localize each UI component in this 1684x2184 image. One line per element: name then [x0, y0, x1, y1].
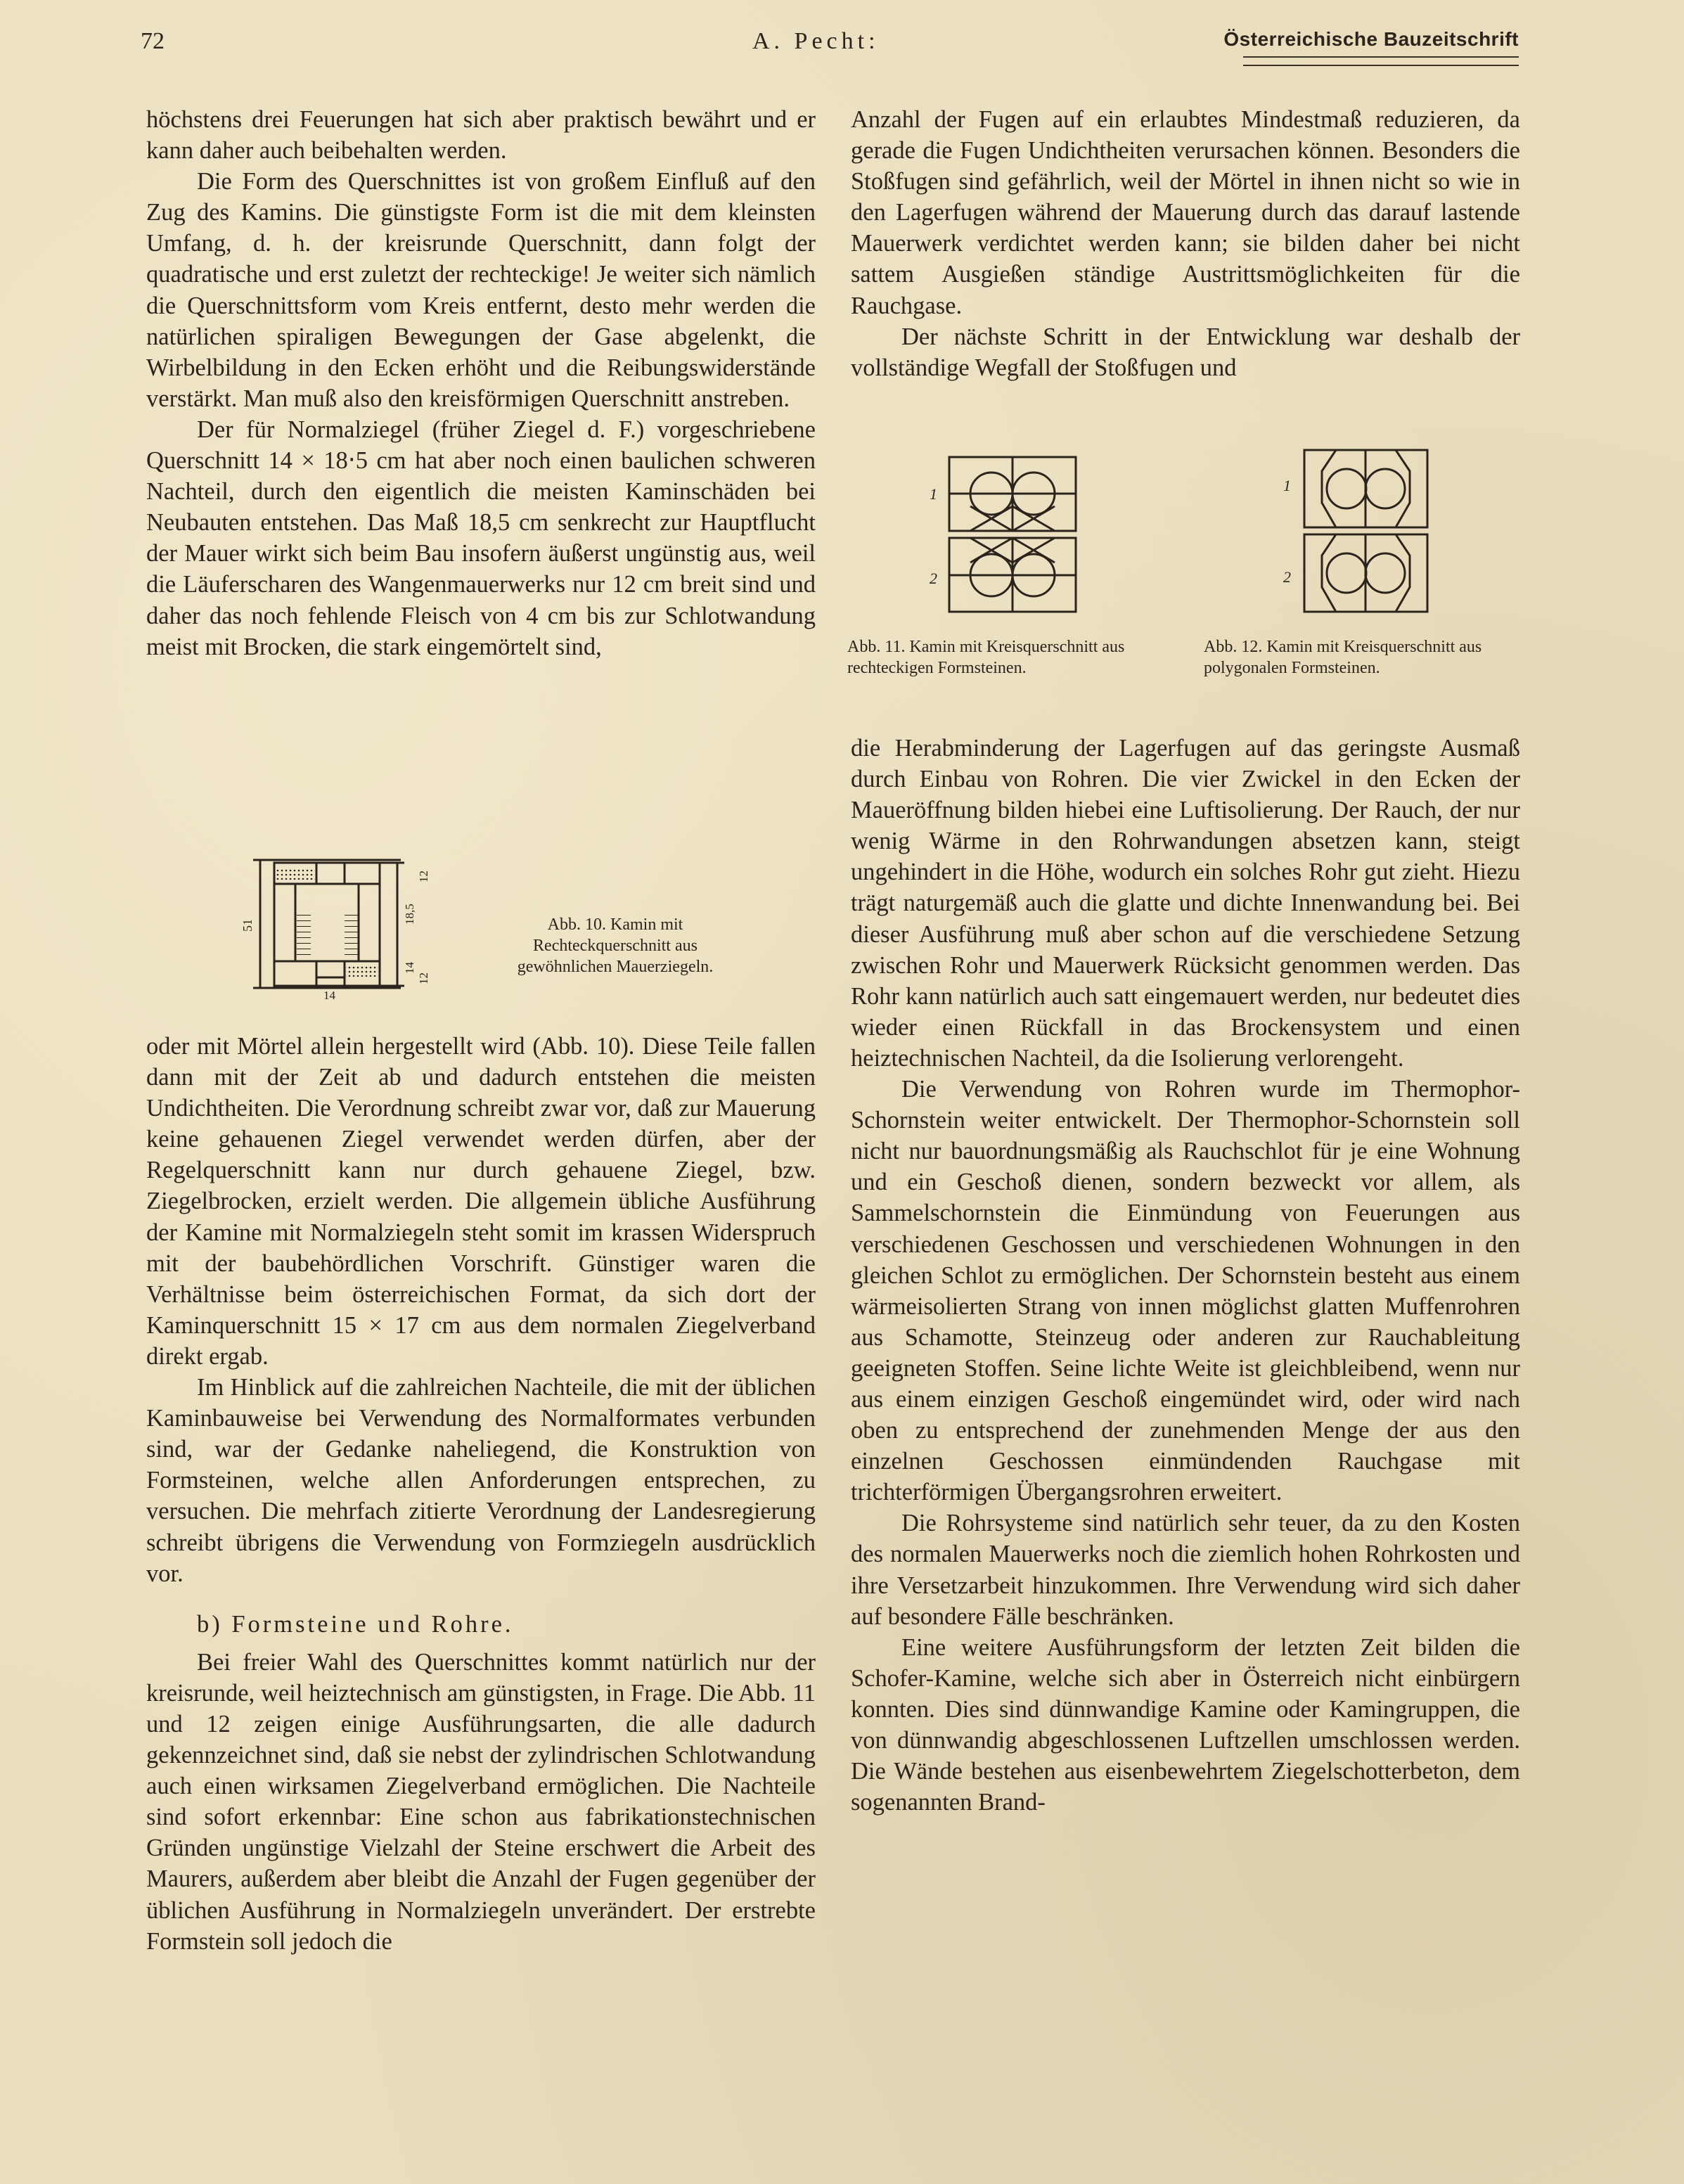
left-column-block-2: [146, 1031, 816, 1957]
paragraph: die Herabminderung der Lagerfugen auf das geringste Ausmaß durch Einbau von Rohren. Die vier Zwickel in den Ecken der Maueröffnung bilden hiebei eine Luftisolierung. Der Rauch, der nur wenig Wärme in den Rohrwandungen absetzen kann, steigt ungehindert in die Höhe, wodurch ein solches Rohr gut zieht. Hiezu trägt naturgemäß auch die glatte und dichte Innenwandung bei. Bei dieser Ausführung muß aber schon auf die verschiedene Setzung zwischen Rohr und Mauerwerk Rücksicht genommen werden. Das Rohr kann natürlich auch satt eingemauert werden, nur bedeutet dies wieder einen Rückfall in das Brockensystem und einen heiztechnischen Nachteil, da die Isolierung verlorengeht.: [851, 735, 1520, 1072]
figure-12-caption: Abb. 12. Kamin mit Kreisquerschnitt aus polygonalen Formsteinen.: [1204, 638, 1482, 677]
figure-12: [1280, 443, 1448, 626]
paragraph: oder mit Mörtel allein hergestellt wird (Abb. 10). Diese Teile fallen dann mit der Zeit ab und dadurch entstehen die meisten Undichtheiten. Die Verordnung schreibt zwar vor, daß zur Mauerung keine gehauenen Ziegel verwendet werden dürfen, aber der Regelquerschnitt kann nur durch gehauene Ziegel, bzw. Ziegelbrocken, erzielt werden. Die allgemein übliche Ausführung der Kamine mit Normalziegeln steht somit im krassen Widerspruch mit der baubehördlichen Vorschrift. Günstiger waren die Verhältnisse beim österreichischen Format, da sich dort der Kaminquerschnitt 15 × 17 cm aus dem normalen Ziegelverband direkt ergab.: [146, 1033, 816, 1370]
figure-12-drawing: [1280, 443, 1448, 626]
dim-label: 51: [240, 919, 255, 932]
figure-label: 1: [1283, 477, 1291, 494]
dim-label: 12: [417, 972, 430, 984]
paragraph: höchstens drei Feuerungen hat sich aber praktisch bewährt und er kann daher auch beibehalten werden.: [146, 106, 816, 165]
figure-label: 1: [930, 485, 937, 503]
running-title: A. Pecht:: [752, 28, 880, 54]
figure-11-drawing: [928, 450, 1097, 626]
figure-10-drawing: [240, 847, 471, 1002]
figure-10: [240, 847, 471, 1002]
figure-11-caption: Abb. 11. Kamin mit Kreisquerschnitt aus rechteckigen Formsteinen.: [847, 638, 1125, 677]
paragraph: Eine weitere Ausführungsform der letzten Zeit bilden die Schofer-Kamine, welche sich aber in Österreich nicht einbürgern konnten. Dies sind dünnwandige Kamine oder Kamingruppen, die von dünnwandig abgeschlossenen Luftzellen umschlossen werden. Die Wände bestehen aus eisenbewehrtem Ziegelschotterbeton, dem sogenannten Brand-: [851, 1633, 1520, 1816]
right-column-block-2: [851, 733, 1520, 1818]
figure-label: 2: [930, 570, 937, 587]
journal-title: Österreichische Bauzeitschrift: [1223, 28, 1519, 50]
figure-11: [928, 450, 1097, 626]
paragraph: Die Verwendung von Rohren wurde im Thermophor-Schornstein weiter entwickelt. Der Thermophor-Schornstein soll nicht nur bauordnungsmäßig als Rauchschlot für je eine Wohnung und ein Geschoß dienen, sondern bezweckt vor allem, als Sammelschornstein die Einmündung von Feuerungen aus verschiedenen Geschossen und verschiedenen Wohnungen in den gleichen Schlot zu ermöglichen. Der Schornstein besteht aus einem wärmeisolierten Strang von innen möglichst glatten Muffenrohren aus Schamotte, Steinzeug oder anderen zur Rauchableitung geeigneten Stoffen. Seine lichte Weite ist gleichbleibend, wenn nur aus einem einzigen Geschoß eingemündet wird, oder wird nach oben zu entsprechend der zunehmenden Menge der aus den einzelnen Geschossen einmündenden Rauchgase mit trichterförmigen Übergangsrohren erweitert.: [851, 1076, 1520, 1506]
figure-10-caption: Abb. 10. Kamin mit Rechteckquerschnitt aus gewöhnlichen Mauerziegeln.: [517, 916, 714, 976]
left-column-block-1: [146, 104, 816, 662]
figure-label: 2: [1283, 568, 1291, 586]
dim-label: 12: [417, 871, 430, 882]
paragraph: Der nächste Schritt in der Entwicklung war deshalb der vollständige Wegfall der Stoßfugen und: [851, 323, 1520, 381]
dim-label: 14: [403, 962, 416, 974]
page-number: 72: [141, 28, 165, 54]
paragraph: Die Form des Querschnittes ist von großem Einfluß auf den Zug des Kamins. Die günstigste Form ist die mit dem kleinsten Umfang, d. h. der kreisrunde Querschnitt, dann folgt der quadratische und erst zuletzt der rechteckige! Je weiter sich nämlich die Querschnittsform vom Kreis entfernt, desto mehr werden die natürlichen spiraligen Bewegungen der Gase abgelenkt, die Wirbelbildung in den Ecken erhöht und die Reibungswiderstände verstärkt. Man muß also den kreisförmigen Querschnitt anstreben.: [146, 168, 816, 412]
header-rule: [1243, 56, 1519, 66]
right-column-block-1: [851, 104, 1520, 383]
paragraph: Bei freier Wahl des Querschnittes kommt natürlich nur der kreisrunde, weil heiztechnisch am günstigsten, in Frage. Die Abb. 11 und 12 zeigen einige Ausführungsarten, die alle dadurch gekennzeichnet sind, daß sie nebst der zylindrischen Schlotwandung auch einen wirksamen Ziegelverband ermöglichen. Die Nachteile sind sofort erkennbar: Eine schon aus fabrikationstechnischen Gründen ungünstige Vielzahl der Steine erschwert die Arbeit des Maurers, außerdem aber bleibt die Anzahl der Fugen gegenüber der üblichen Ausführung in Normalziegeln unverändert. Der erstrebte Formstein soll jedoch die: [146, 1648, 816, 1955]
section-heading: b) Formsteine und Rohre.: [197, 1610, 514, 1638]
paragraph: Im Hinblick auf die zahlreichen Nachteile, die mit der üblichen Kaminbauweise bei Verwendung des Normalformates verbunden sind, war der Gedanke naheliegend, die Konstruktion von Formsteinen, welche allen Anforderungen entsprechen, zu versuchen. Die mehrfach zitierte Verordnung der Landesregierung schreibt übrigens die Verwendung von Formziegeln ausdrücklich vor.: [146, 1374, 816, 1587]
dim-label: 14: [323, 989, 335, 1002]
paragraph: Die Rohrsysteme sind natürlich sehr teuer, da zu den Kosten des normalen Mauerwerks noch die ziemlich hohen Rohrkosten und ihre Versetzarbeit hinzukommen. Ihre Verwendung wird sich daher auf besondere Fälle beschränken.: [851, 1510, 1520, 1630]
paragraph: Der für Normalziegel (früher Ziegel d. F.) vorgeschriebene Querschnitt 14 × 18‧5 cm hat aber noch einen baulichen schweren Nachteil, durch den eigentlich die meisten Kaminschäden bei Neubauten entstehen. Das Maß 18,5 cm senkrecht zur Hauptflucht der Mauer wirkt sich beim Bau insofern äußerst ungünstig aus, weil die Läuferscharen des Wangenmauerwerks nur 12 cm breit sind und daher das noch fehlende Fleisch von 4 cm bis zur Schlotwandung meist mit Brocken, die stark eingemörtelt sind,: [146, 416, 816, 660]
paragraph: Anzahl der Fugen auf ein erlaubtes Mindestmaß reduzieren, da gerade die Fugen Undichtheiten verursachen können. Besonders die Stoßfugen sind gefährlich, weil der Mörtel in ihnen nicht so wie in den Lagerfugen während der Mauerung durch das darauf lastende Mauerwerk verdichtet werden kann; sie bilden daher bei nicht sattem Ausgießen ständige Austrittsmöglichkeiten für die Rauchgase.: [851, 106, 1520, 319]
dim-label: 18,5: [403, 904, 416, 925]
